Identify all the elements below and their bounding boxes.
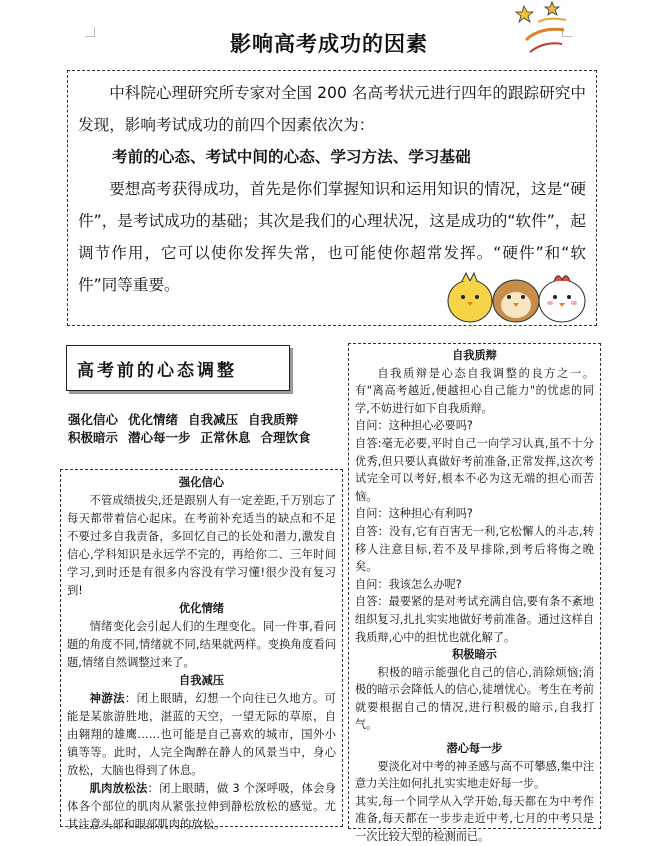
tags-row-2 xyxy=(68,429,348,447)
method-label: 神游法 xyxy=(89,692,125,705)
tags-row-1 xyxy=(68,411,348,429)
page-title: 影响高考成功的因素 xyxy=(230,32,428,56)
method-text: ：闭上眼睛，做 3 个深呼吸，体会身体各个部位的肌肉从紧张拉伸到静松放松的感觉。尤其注意头部和眼部肌肉的放松。 xyxy=(67,782,336,831)
question: 自问：这种担心必要吗? xyxy=(355,419,473,433)
three-chicks-illustration-icon xyxy=(444,269,590,323)
intro-paragraph-1: 中科院心理研究所专家对全国 200 名高考状元进行四年的跟踪研究中发现，影响考试成功的前四个因素依次为： xyxy=(78,84,586,134)
method-text: ：闭上眼睛，幻想一个向往已久地方。可能是某旅游胜地，湛蓝的天空，一望无际的草原，自由翱翔的雄鹰……也可能是自己喜欢的城市，国外小镇等等。此时，人完全陶醉在静人的风景当中，身心放松，大脑也得到了休息。 xyxy=(67,692,336,777)
subheading-optimize-emotion: 优化情绪 xyxy=(178,602,225,615)
paragraph: 自我质辩是心态自我调整的良方之一。有"离高考越近,便越担心自己能力"的忧虑的同学,不妨进行如下自我质辩。 xyxy=(355,366,594,415)
paragraph-muscle-relax-method xyxy=(67,780,336,834)
paragraph: 不管成绩拔尖,还是跟别人有一定差距,千万别忘了每天都带着信心起床。在考前补充适当的缺点和不足不要过多自我责备，多回忆自己的长处和潜力,激发自信心,学科知识是永远学不完的，再给你二、三年时间学习,到时还是有很多内容没有学习懂!很少没有复习到! xyxy=(67,494,336,597)
intro-key-factors: 考前的心态、考试中间的心态、学习方法、学习基础 xyxy=(112,148,471,166)
tag: 潜心每一步 xyxy=(128,430,191,445)
method-label: 肌肉放松法 xyxy=(89,782,148,795)
question: 自问：这种担心有利吗? xyxy=(355,507,473,521)
left-column-box xyxy=(60,469,343,831)
paragraph: 其实,每一个同学从入学开始,每天都在为中考作准备,每天都在一步步走近中考,七月的中考只是一次比较大型的检测而已。 xyxy=(355,794,594,844)
answer: 自答:毫无必要,平时自己一向学习认真,虽不十分优秀,但只要认真做好考前准备,正常发挥,这次考试完全可以考好,根本不必为这无端的担心而苦恼。 xyxy=(355,436,594,503)
tag: 优化情绪 xyxy=(128,412,179,427)
tag: 正常休息 xyxy=(200,430,251,445)
subheading-strengthen-confidence: 强化信心 xyxy=(178,476,225,489)
tag: 积极暗示 xyxy=(68,430,119,445)
tag: 自我质辩 xyxy=(248,412,299,427)
subheading-each-step: 潜心每一步 xyxy=(446,742,503,756)
tag: 自我减压 xyxy=(188,412,239,427)
topic-tags xyxy=(68,411,348,447)
intro-box xyxy=(67,70,597,326)
subheading-self-decompress: 自我减压 xyxy=(178,674,225,687)
question: 自问：我该怎么办呢? xyxy=(355,577,462,591)
subheading-positive-suggestion: 积极暗示 xyxy=(452,648,497,662)
subheading-self-questioning: 自我质辩 xyxy=(452,349,497,362)
tag: 强化信心 xyxy=(68,412,119,427)
answer: 自答：最要紧的是对考试充满自信,要有条不紊地组织复习,扎扎实实地做好考前准备。通过这样自我质辩,心中的担忧也就化解了。 xyxy=(355,595,594,644)
paragraph: 积极的暗示能强化自己的信心,消除烦恼;消极的暗示会降低人的信心,徒增忧心。考生在考前就要根据自己的情况,进行积极的暗示,自我打气。 xyxy=(355,665,594,732)
section-heading: 高考前的心态调整 xyxy=(77,360,237,381)
section-heading-box xyxy=(66,345,290,391)
paragraph-imagination-method xyxy=(67,690,336,780)
intro-paragraph-2: 要想高考获得成功，首先是你们掌握知识和运用知识的情况，这是“硬件”，是考试成功的基础；其次是我们的心理状况，这是成功的“软件”，起调节作用，它可以使你发挥失常，也可能使你超常发挥。“硬件”和“软件”同等重要。 xyxy=(78,180,586,294)
answer: 自答：没有,它有百害无一利,它松懈人的斗志,转移人注意目标,若不及早排除,到考后将悔之晚矣。 xyxy=(355,524,594,574)
right-column-box xyxy=(348,343,601,844)
tag: 合理饮食 xyxy=(260,430,311,445)
paragraph: 情绪变化会引起人们的生理变化。同一件事,看问题的角度不同,情绪就不同,结果就两样。变换角度看问题,情绪自然调整过来了。 xyxy=(67,620,336,669)
paragraph: 要淡化对中考的神圣感与高不可攀感,集中注意力关注如何扎扎实实地走好每一步。 xyxy=(355,759,594,791)
